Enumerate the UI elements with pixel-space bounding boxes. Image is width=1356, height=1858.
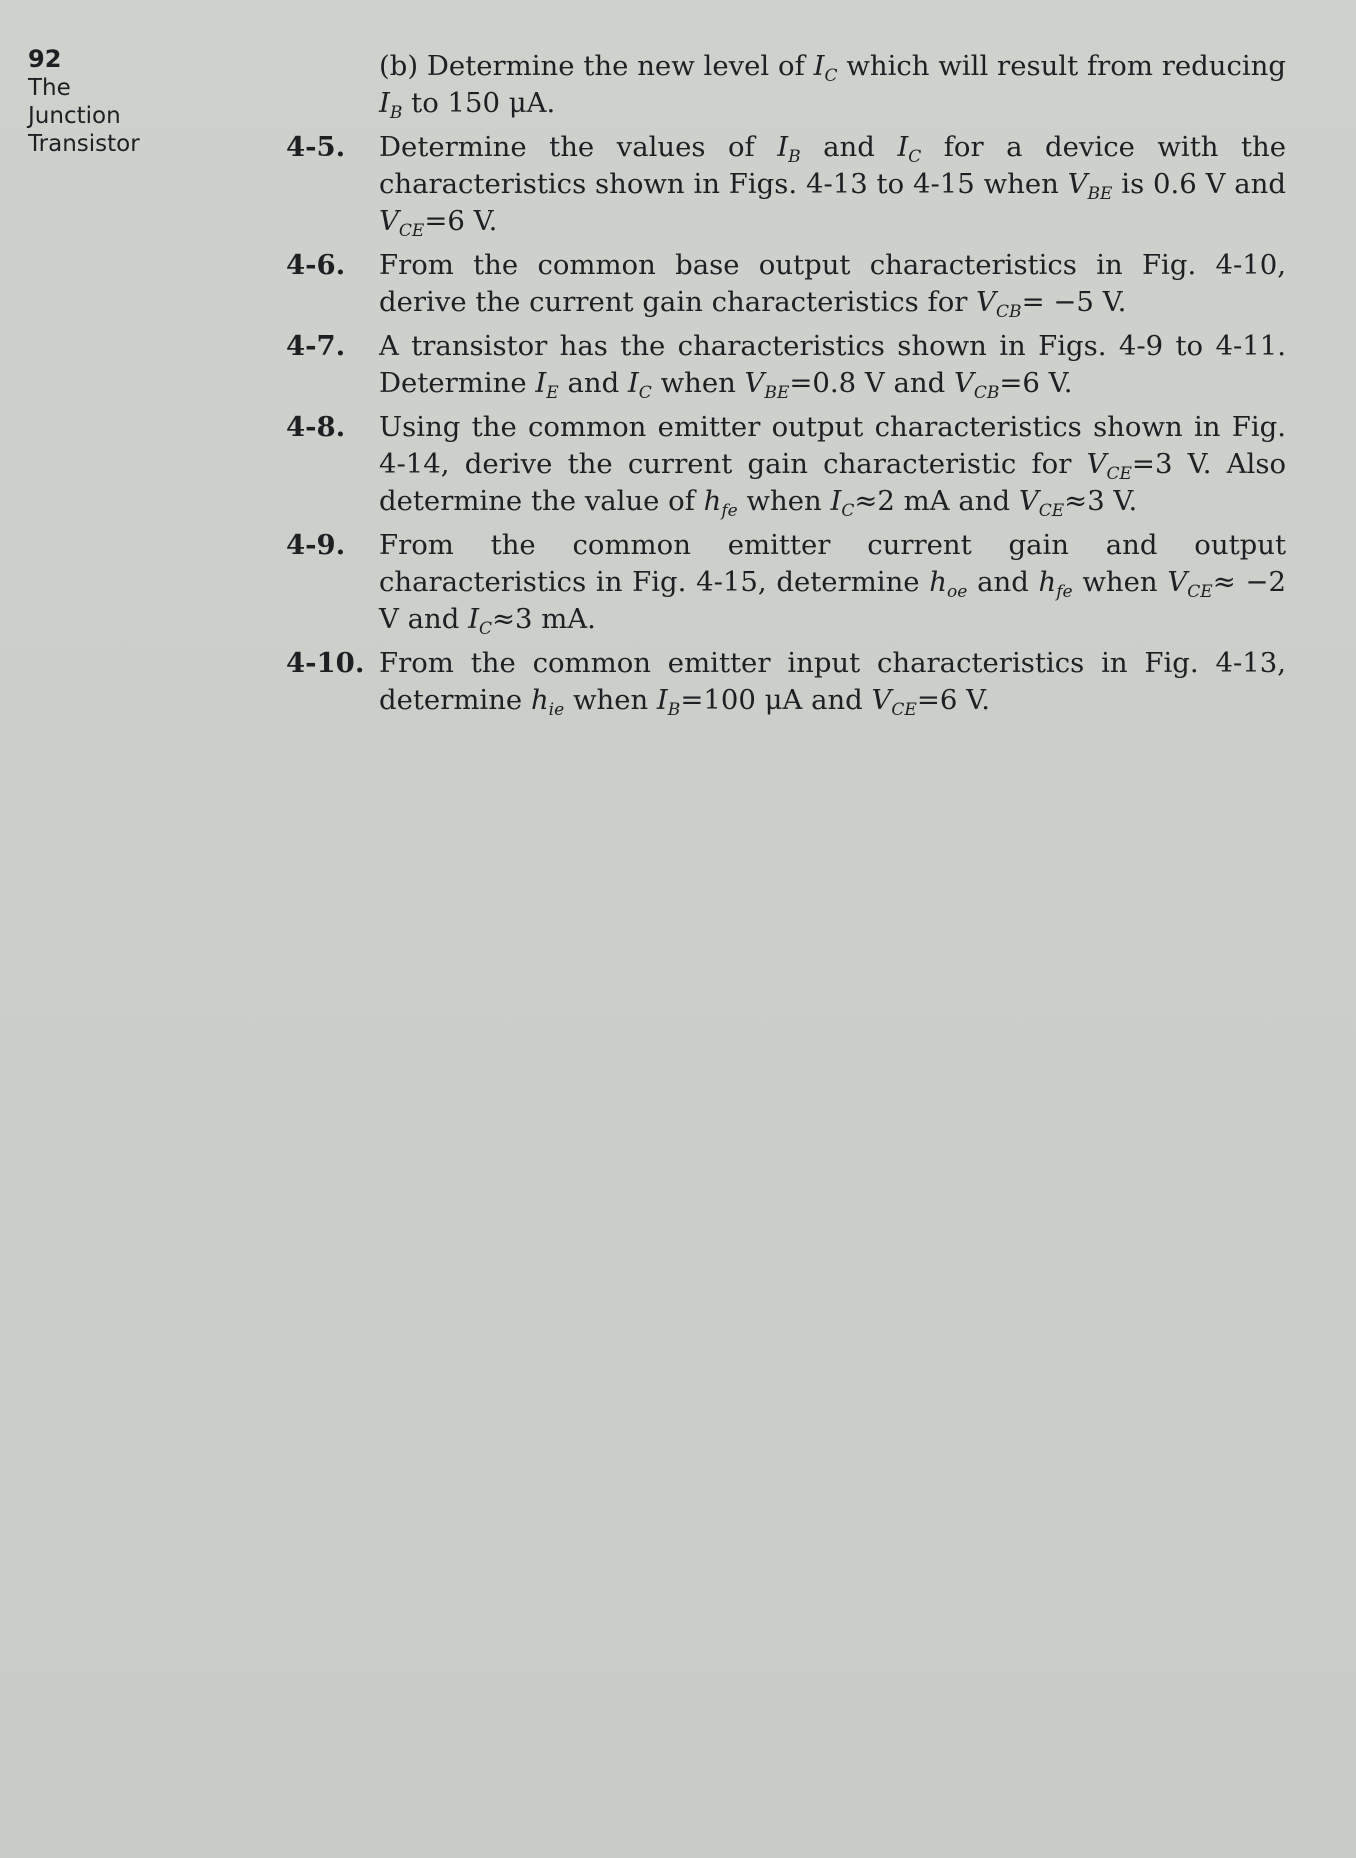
problem-number: 4-7. [286, 330, 346, 362]
problem-text: From the common base output characteristics in Fig. 4-10, derive the current gain characteristics for $V_{CB}= -5$ V. [379, 249, 1286, 322]
chapter-title-line-2: Junction [28, 103, 121, 129]
problem-list [286, 48, 1286, 726]
problem-item-4-6 [286, 247, 1286, 321]
chapter-title-line-1: The [28, 75, 71, 101]
problem-text: From the common emitter current gain and output characteristics in Fig. 4-15, determine $h_{oe}$ and $h_{fe}$ when $V_{CE}\approx -2$ V and $I_C\approx 3$ mA. [379, 529, 1286, 639]
problem-item-4-5 [286, 129, 1286, 240]
chapter-title-line-3: Transistor [28, 131, 140, 157]
problem-number: 4-6. [286, 249, 346, 281]
problem-text: A transistor has the characteristics shown in Figs. 4-9 to 4-11. Determine $I_E$ and $I_C$ when $V_{BE}=0.8$ V and $V_{CB}=6$ V. [379, 330, 1286, 403]
problem-item-4-4b [286, 48, 1286, 122]
problem-text: From the common emitter input characteristics in Fig. 4-13, determine $h_{ie}$ when $I_B=100$ μA and $V_{CE}=6$ V. [379, 647, 1286, 720]
problem-text: Determine the values of $I_B$ and $I_C$ for a device with the characteristics shown in Figs. 4-13 to 4-15 when $V_{BE}$ is 0.6 V and $V_{CE}=6$ V. [379, 131, 1286, 241]
problem-item-4-7 [286, 328, 1286, 402]
margin-header [28, 44, 198, 158]
problem-text: Using the common emitter output characteristics shown in Fig. 4-14, derive the current gain characteristic for $V_{CE}=3$ V. Also determine the value of $h_{fe}$ when $I_C\approx 2$ mA and $V_{CE}\approx 3$ V. [379, 411, 1286, 521]
problem-number: 4-10. [286, 647, 365, 679]
problem-number: 4-9. [286, 529, 346, 561]
page-number: 92 [28, 45, 62, 73]
problem-number: 4-8. [286, 411, 346, 443]
problem-item-4-10 [286, 645, 1286, 719]
problem-text: (b) Determine the new level of $I_C$ which will result from reducing $I_B$ to 150 μA. [379, 50, 1286, 123]
problem-item-4-9 [286, 527, 1286, 638]
problem-item-4-8 [286, 409, 1286, 520]
problem-number: 4-5. [286, 131, 346, 163]
